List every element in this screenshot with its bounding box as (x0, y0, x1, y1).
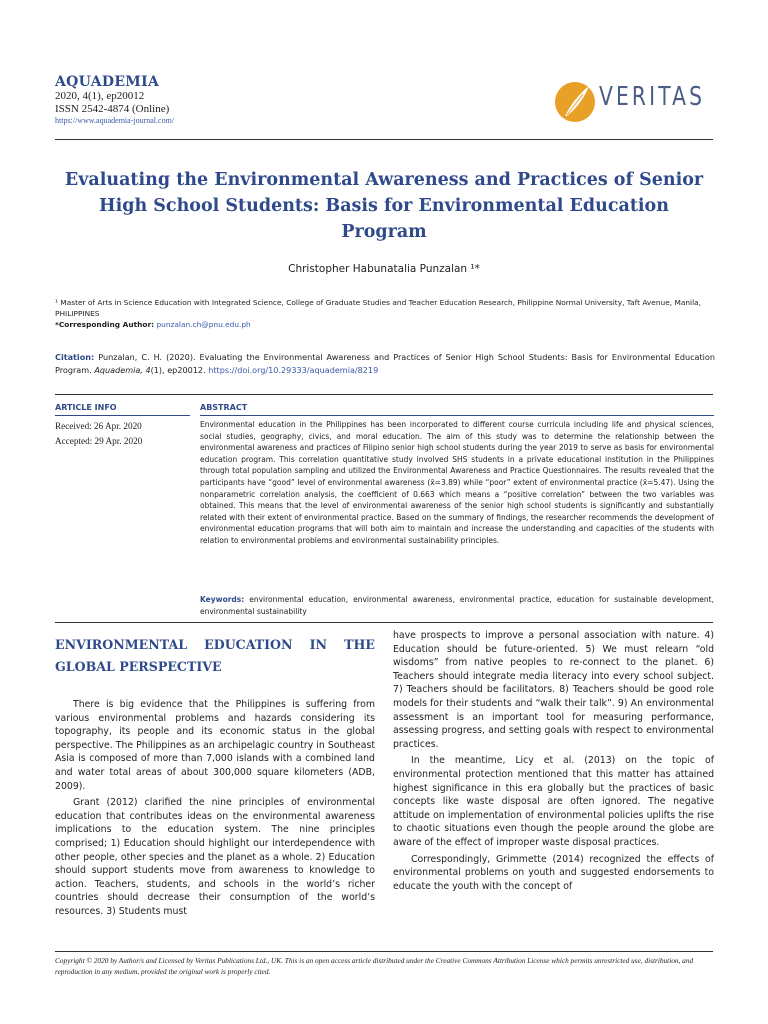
abstract-heading-rule (200, 415, 714, 416)
abstract-text: Environmental education in the Philippines has been incorporated to different course curricula including life and physical sciences, social studies, geography, civics, and moral education. The aim of this study was to determine the relationship between the environmental awareness and practices of Filipino senior high school students during the year 2019 to serve as basis for environmental education program. This correlation quantitative study involved SHS students in a private educational institution in the Philippines through total population sampling and utilized the Environmental Awareness and Practice Questionnaires. The results revealed that the participants have “good” level of environmental awareness (x̄=3.89) while “poor” extent of environmental practice (x̄=5.47). Using the nonparametric correlation analysis, the coefficient of 0.663 which means a “positive correlation” between the two variables was obtained. This means that the level of environmental awareness of the senior high school students is significantly and substantially related with their extent of environmental practice. Based on the summary of findings, the researcher recommends the development of environmental education programs that will both aim to maintain and increase the understanding and capacities of the students with relation to environmental problems and environmental sustainability principles. (200, 420, 714, 545)
paragraph: Correspondingly, Grimmette (2014) recognized the effects of environmental problems on youth and suggested endorsements to educate the youth with the concept of (393, 853, 714, 892)
citation-doi-link[interactable]: https://doi.org/10.29333/aquademia/8219 (208, 364, 379, 375)
header-divider (55, 139, 713, 140)
body-right-column (393, 629, 714, 896)
article-author: Christopher Habunatalia Punzalan ¹* (288, 263, 480, 275)
paragraph: There is big evidence that the Philippines is suffering from various environmental problems and hazards considering its topography, its people and its economic status in the global perspective. The Philippines as an archipelagic country in Southeast Asia is composed of more than 7,000 islands with a combined land and water total areas of about 300,000 square kilometers (ADB, 2009). (55, 699, 375, 792)
citation-block (55, 351, 715, 376)
paragraph: have prospects to improve a personal association with nature. 4) Education should be future-oriented. 5) We must relearn “old wisdoms” from native peoples to re-connect to the planet. 6) Teachers should integrate media literacy into every school subject. 7) Teachers should be facilitators. 8) Teachers should be good role models for their students and “walk their talk”. 9) An environmental assessment is an important tool for measuring performance, assessing progress, and setting goals with respect to environmental practices. (393, 630, 714, 750)
author-affiliation (55, 297, 715, 330)
article-title: Evaluating the Environmental Awareness and Practices of Senior High School Students: Basis for Environmental Education Program (64, 170, 704, 242)
corresponding-label: *Corresponding Author: (55, 320, 155, 329)
citation-divider (55, 394, 713, 395)
paragraph: Grant (2012) clarified the nine principles of environmental education that contributes ideas on the environmental awareness implications to the education system. The nine principles comprised; 1) Education should highlight our interdependence with other people, other species and the planet as a whole. 2) Education should support students move from awareness to knowledge to action. Teachers, students, and schools in the world’s richer countries should decrease their consumption of the world’s resources. 3) Students must (55, 797, 375, 917)
abstract-divider (55, 622, 713, 623)
corresponding-author (55, 319, 715, 330)
journal-name: AQUADEMIA (55, 74, 160, 90)
citation-journal: Aquademia, (94, 364, 143, 375)
citation-volume: 4 (145, 364, 151, 375)
footer-divider (55, 951, 713, 952)
citation-label: Citation: (55, 352, 95, 362)
info-heading-rule (55, 415, 190, 416)
keywords-label: Keywords: (200, 595, 245, 604)
section-title: ENVIRONMENTAL EDUCATION IN THE GLOBAL PERSPECTIVE (55, 637, 375, 674)
journal-header (55, 74, 174, 125)
abstract-heading: ABSTRACT (200, 403, 248, 412)
article-info-heading: ARTICLE INFO (55, 403, 117, 412)
keywords-text: environmental education, environmental awareness, environmental practice, education for sustainable development, environmental sustainability (200, 595, 714, 616)
paragraph: In the meantime, Licy et al. (2013) on the topic of environmental protection mentioned that this matter has attained highest significance in this era globally but the practices of basic concepts like waste disposal are often ignored. The negative attitude on implementation of environmental policies uplifts the rise to chaotic situations even though the people around the globe are aware of the effect of improper waste disposal practices. (393, 755, 714, 848)
citation-text: Punzalan, C. H. (2020). Evaluating the Environmental Awareness and Practices of Senior High School Students: Basis for Environmental Education Program. (55, 352, 716, 375)
logo-wordmark: VERITAS (599, 82, 706, 112)
journal-url-link[interactable]: https://www.aquademia-journal.com/ (55, 116, 175, 125)
keywords-block (200, 594, 714, 617)
citation-rest: (1), ep20012. (150, 364, 206, 375)
journal-issn: ISSN 2542-4874 (Online) (55, 103, 170, 115)
quill-icon (553, 76, 597, 128)
corresponding-email-link[interactable]: punzalan.ch@pnu.edu.ph (156, 320, 251, 329)
journal-volume: 2020, 4(1), ep20012 (55, 90, 145, 102)
affiliation-text: ¹ Master of Arts in Science Education with Integrated Science, College of Graduate Studies and Teacher Education Research, Philippine Normal University, Taft Avenue, Manila, PHILIPPINES (55, 298, 702, 318)
copyright-footer: Copyright © 2020 by Author/s and Licensed by Veritas Publications Ltd., UK. This is an open access article distributed under the Creative Commons Attribution License which permits unrestricted use, distribution, and reproduction in any medium, provided the original work is properly cited. (55, 956, 694, 976)
received-date: Received: 26 Apr. 2020 (55, 421, 142, 431)
veritas-logo (553, 74, 718, 130)
body-left-column (55, 634, 375, 922)
accepted-date: Accepted: 29 Apr. 2020 (55, 436, 143, 446)
